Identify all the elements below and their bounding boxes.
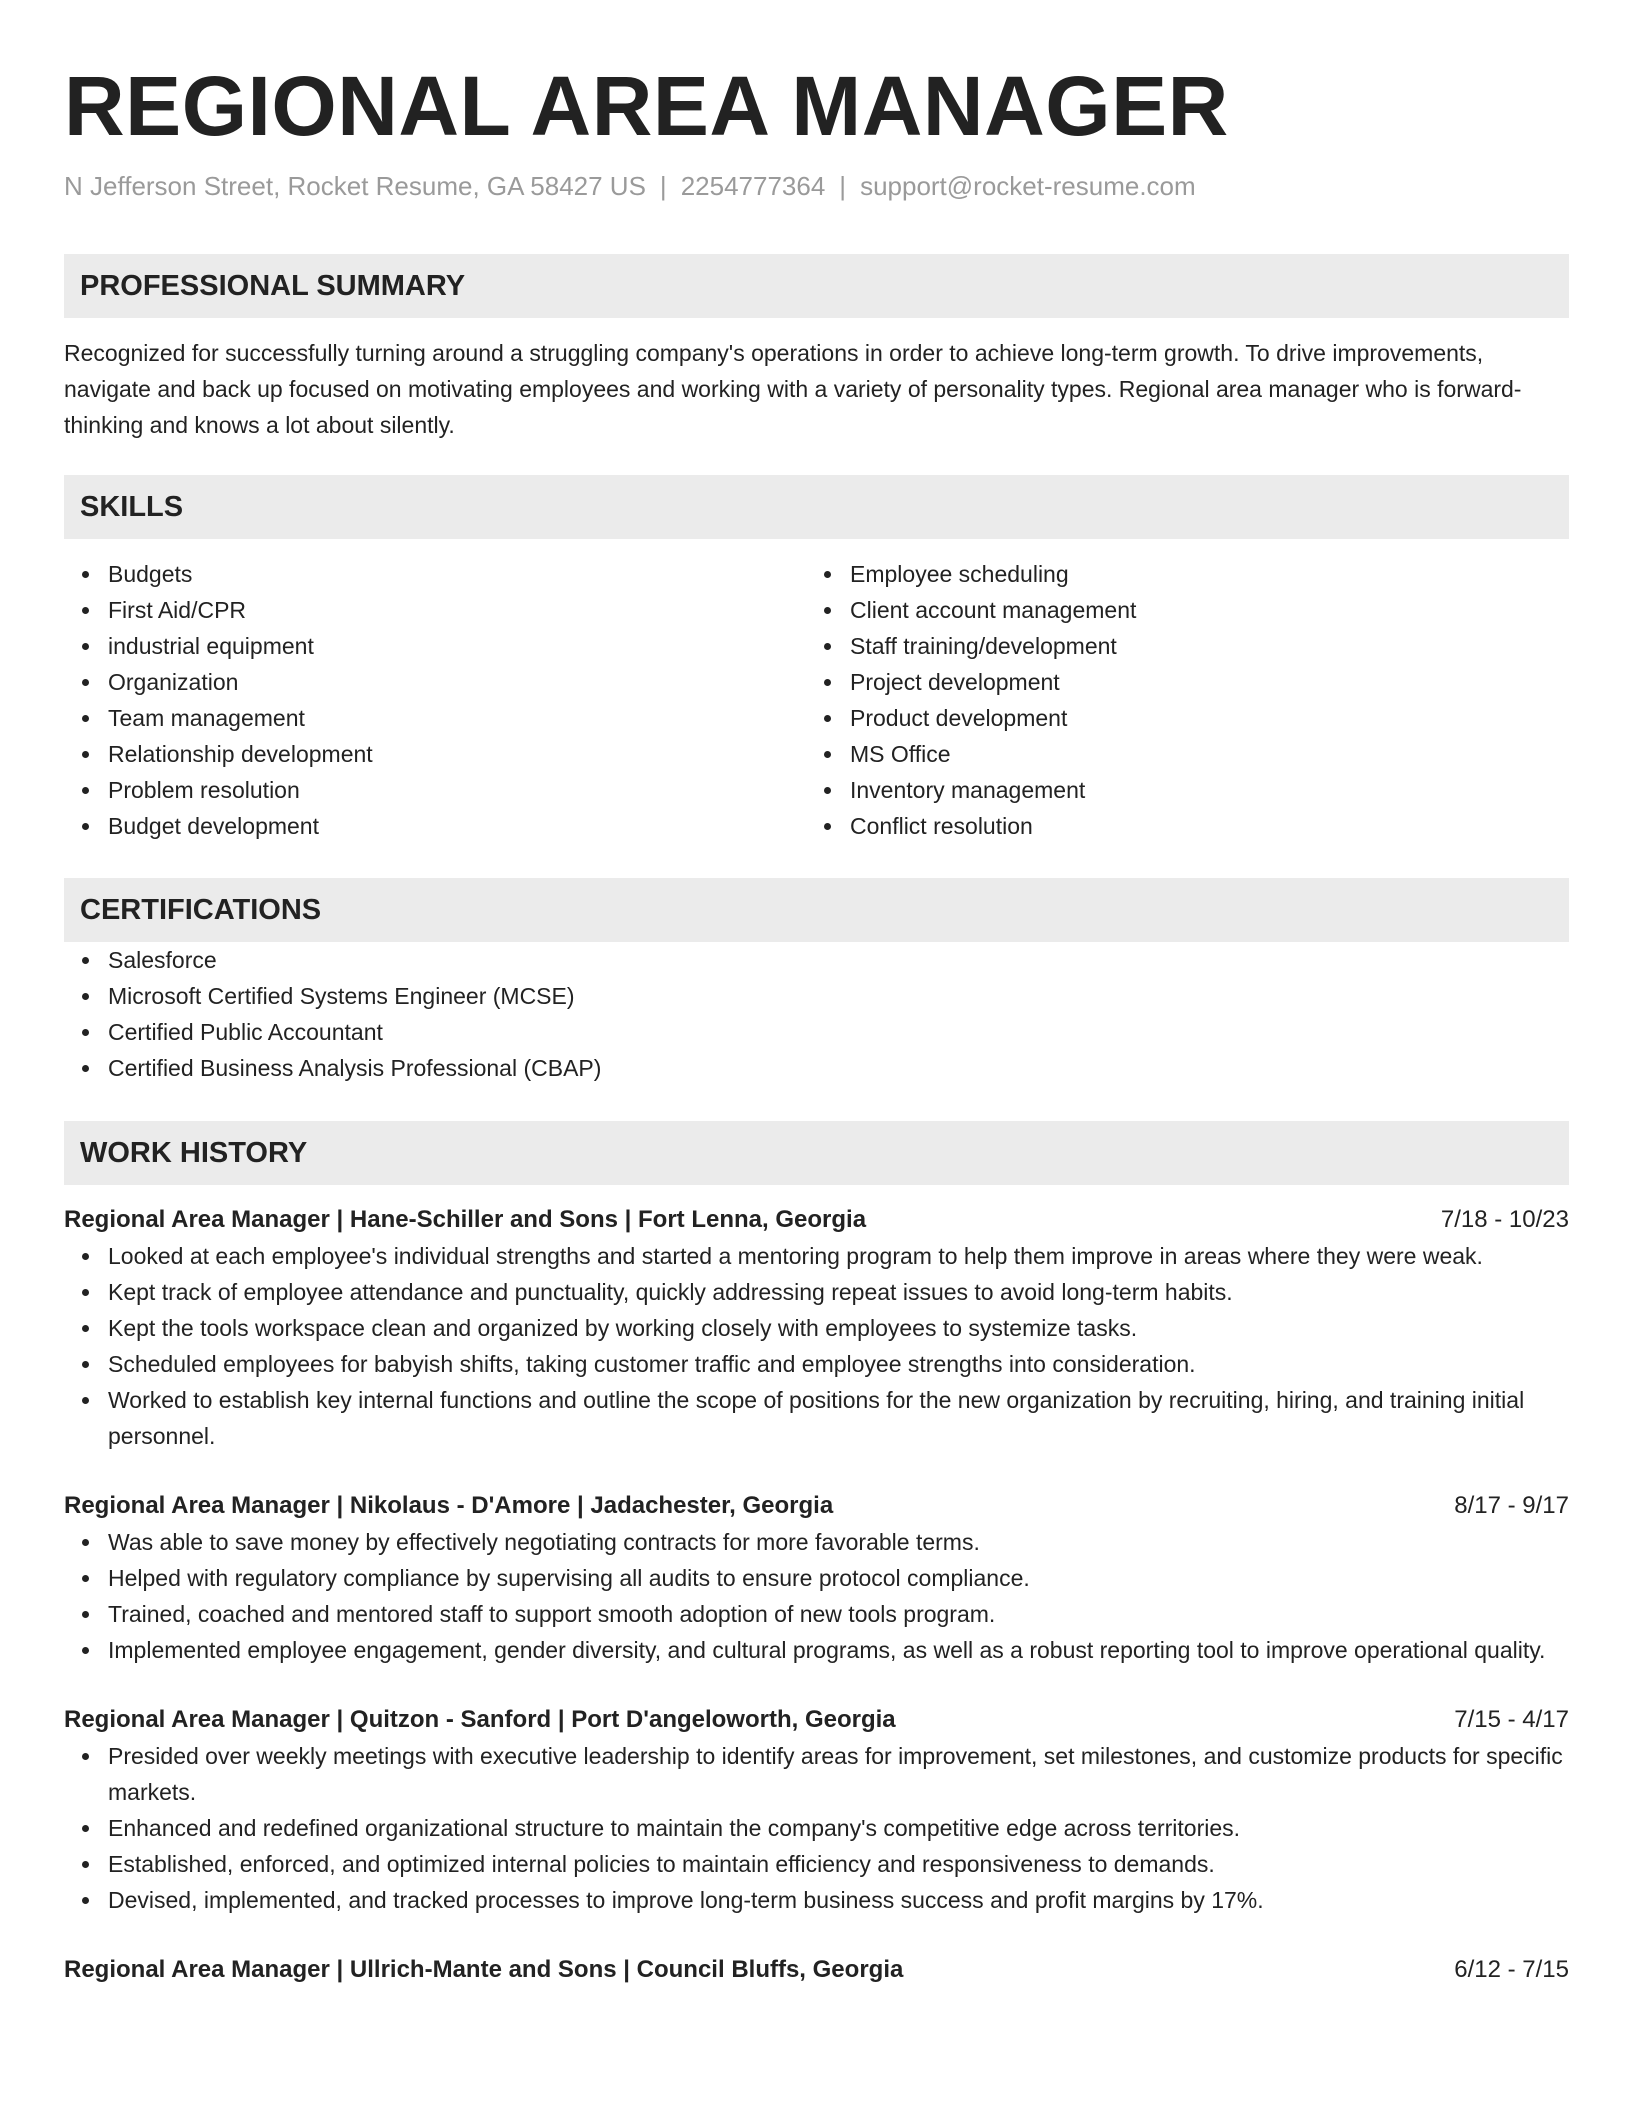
summary-text: Recognized for successfully turning around a struggling company's operations in order to achieve long-term growth. To drive improvements, navigate and back up focused on motivating employees and working with a variety of personality types. Regional area manager who is forward-thinking and knows a lot about silently. xyxy=(64,340,1522,438)
job-dates: 7/15 - 4/17 xyxy=(1454,1706,1569,1733)
skill-item: Product development xyxy=(850,700,1548,736)
job-entry xyxy=(64,1702,1569,1918)
job-header xyxy=(64,1488,1569,1524)
job-bullet: Kept the tools workspace clean and organized by working closely with employees to systemize tasks. xyxy=(108,1310,1569,1346)
job-title: Regional Area Manager | Quitzon - Sanford | Port D'angeloworth, Georgia xyxy=(64,1706,896,1733)
skill-item: Client account management xyxy=(850,592,1548,628)
job-bullet: Established, enforced, and optimized internal policies to maintain efficiency and responsiveness to demands. xyxy=(108,1846,1569,1882)
skill-item: Budgets xyxy=(108,556,806,592)
certification-item: Microsoft Certified Systems Engineer (MCSE) xyxy=(108,978,1569,1014)
job-bullet: Was able to save money by effectively negotiating contracts for more favorable terms. xyxy=(108,1524,1569,1560)
skill-item: Budget development xyxy=(108,808,806,844)
skill-item: Conflict resolution xyxy=(850,808,1548,844)
job-bullet: Presided over weekly meetings with executive leadership to identify areas for improvement, set milestones, and customize products for specific markets. xyxy=(108,1738,1569,1810)
skills-list-right xyxy=(806,556,1548,844)
skill-item: Project development xyxy=(850,664,1548,700)
skills-columns xyxy=(64,556,1569,844)
job-bullet: Worked to establish key internal functions and outline the scope of positions for the new organization by recruiting, hiring, and training initial personnel. xyxy=(108,1382,1569,1454)
job-bullet: Devised, implemented, and tracked processes to improve long-term business success and profit margins by 17%. xyxy=(108,1882,1569,1918)
skill-item: Problem resolution xyxy=(108,772,806,808)
skill-item: Inventory management xyxy=(850,772,1548,808)
job-header xyxy=(64,1202,1569,1238)
skill-item: First Aid/CPR xyxy=(108,592,806,628)
job-bullet: Enhanced and redefined organizational structure to maintain the company's competitive edge across territories. xyxy=(108,1810,1569,1846)
job-bullet: Scheduled employees for babyish shifts, taking customer traffic and employee strengths into consideration. xyxy=(108,1346,1569,1382)
job-bullet: Implemented employee engagement, gender diversity, and cultural programs, as well as a robust reporting tool to improve operational quality. xyxy=(108,1632,1569,1668)
job-bullet-list xyxy=(64,1524,1569,1668)
skill-item: Team management xyxy=(108,700,806,736)
certification-item: Certified Business Analysis Professional (CBAP) xyxy=(108,1050,1569,1086)
contact-line xyxy=(64,170,1569,202)
job-header xyxy=(64,1952,1569,1988)
job-title: Regional Area Manager | Ullrich-Mante and Sons | Council Bluffs, Georgia xyxy=(64,1956,904,1983)
skills-list-left xyxy=(64,556,806,844)
job-entry xyxy=(64,1488,1569,1668)
job-title: Regional Area Manager | Nikolaus - D'Amore | Jadachester, Georgia xyxy=(64,1492,834,1519)
job-bullet-list xyxy=(64,1238,1569,1454)
skill-item: Staff training/development xyxy=(850,628,1548,664)
certification-item: Salesforce xyxy=(108,942,1569,978)
section-heading-work-history: WORK HISTORY xyxy=(64,1121,1569,1185)
skill-item: Organization xyxy=(108,664,806,700)
resume-page xyxy=(64,0,1569,1988)
section-heading-summary: PROFESSIONAL SUMMARY xyxy=(64,254,1569,318)
job-entry xyxy=(64,1202,1569,1454)
job-dates: 6/12 - 7/15 xyxy=(1454,1956,1569,1983)
skill-item: MS Office xyxy=(850,736,1548,772)
skill-item: Employee scheduling xyxy=(850,556,1548,592)
job-bullet-list xyxy=(64,1738,1569,1918)
job-header xyxy=(64,1702,1569,1738)
candidate-name: REGIONAL AREA MANAGER xyxy=(64,59,1229,153)
skill-item: Relationship development xyxy=(108,736,806,772)
job-bullet: Looked at each employee's individual strengths and started a mentoring program to help them improve in areas where they were weak. xyxy=(108,1238,1569,1274)
contact-address: N Jefferson Street, Rocket Resume, GA 58427 US xyxy=(64,171,646,201)
certification-item: Certified Public Accountant xyxy=(108,1014,1569,1050)
job-title: Regional Area Manager | Hane-Schiller and Sons | Fort Lenna, Georgia xyxy=(64,1206,867,1233)
skill-item: industrial equipment xyxy=(108,628,806,664)
certifications-list xyxy=(64,942,1569,1086)
contact-separator: | xyxy=(659,171,667,201)
contact-phone: 2254777364 xyxy=(680,171,826,201)
contact-email: support@rocket-resume.com xyxy=(860,171,1196,201)
section-heading-skills: SKILLS xyxy=(64,475,1569,539)
job-entry xyxy=(64,1952,1569,1988)
contact-separator: | xyxy=(839,171,847,201)
job-dates: 7/18 - 10/23 xyxy=(1440,1206,1569,1233)
job-dates: 8/17 - 9/17 xyxy=(1454,1492,1569,1519)
job-bullet: Helped with regulatory compliance by supervising all audits to ensure protocol compliance. xyxy=(108,1560,1569,1596)
section-heading-certifications: CERTIFICATIONS xyxy=(64,878,1569,942)
job-bullet: Trained, coached and mentored staff to support smooth adoption of new tools program. xyxy=(108,1596,1569,1632)
job-bullet: Kept track of employee attendance and punctuality, quickly addressing repeat issues to avoid long-term habits. xyxy=(108,1274,1569,1310)
